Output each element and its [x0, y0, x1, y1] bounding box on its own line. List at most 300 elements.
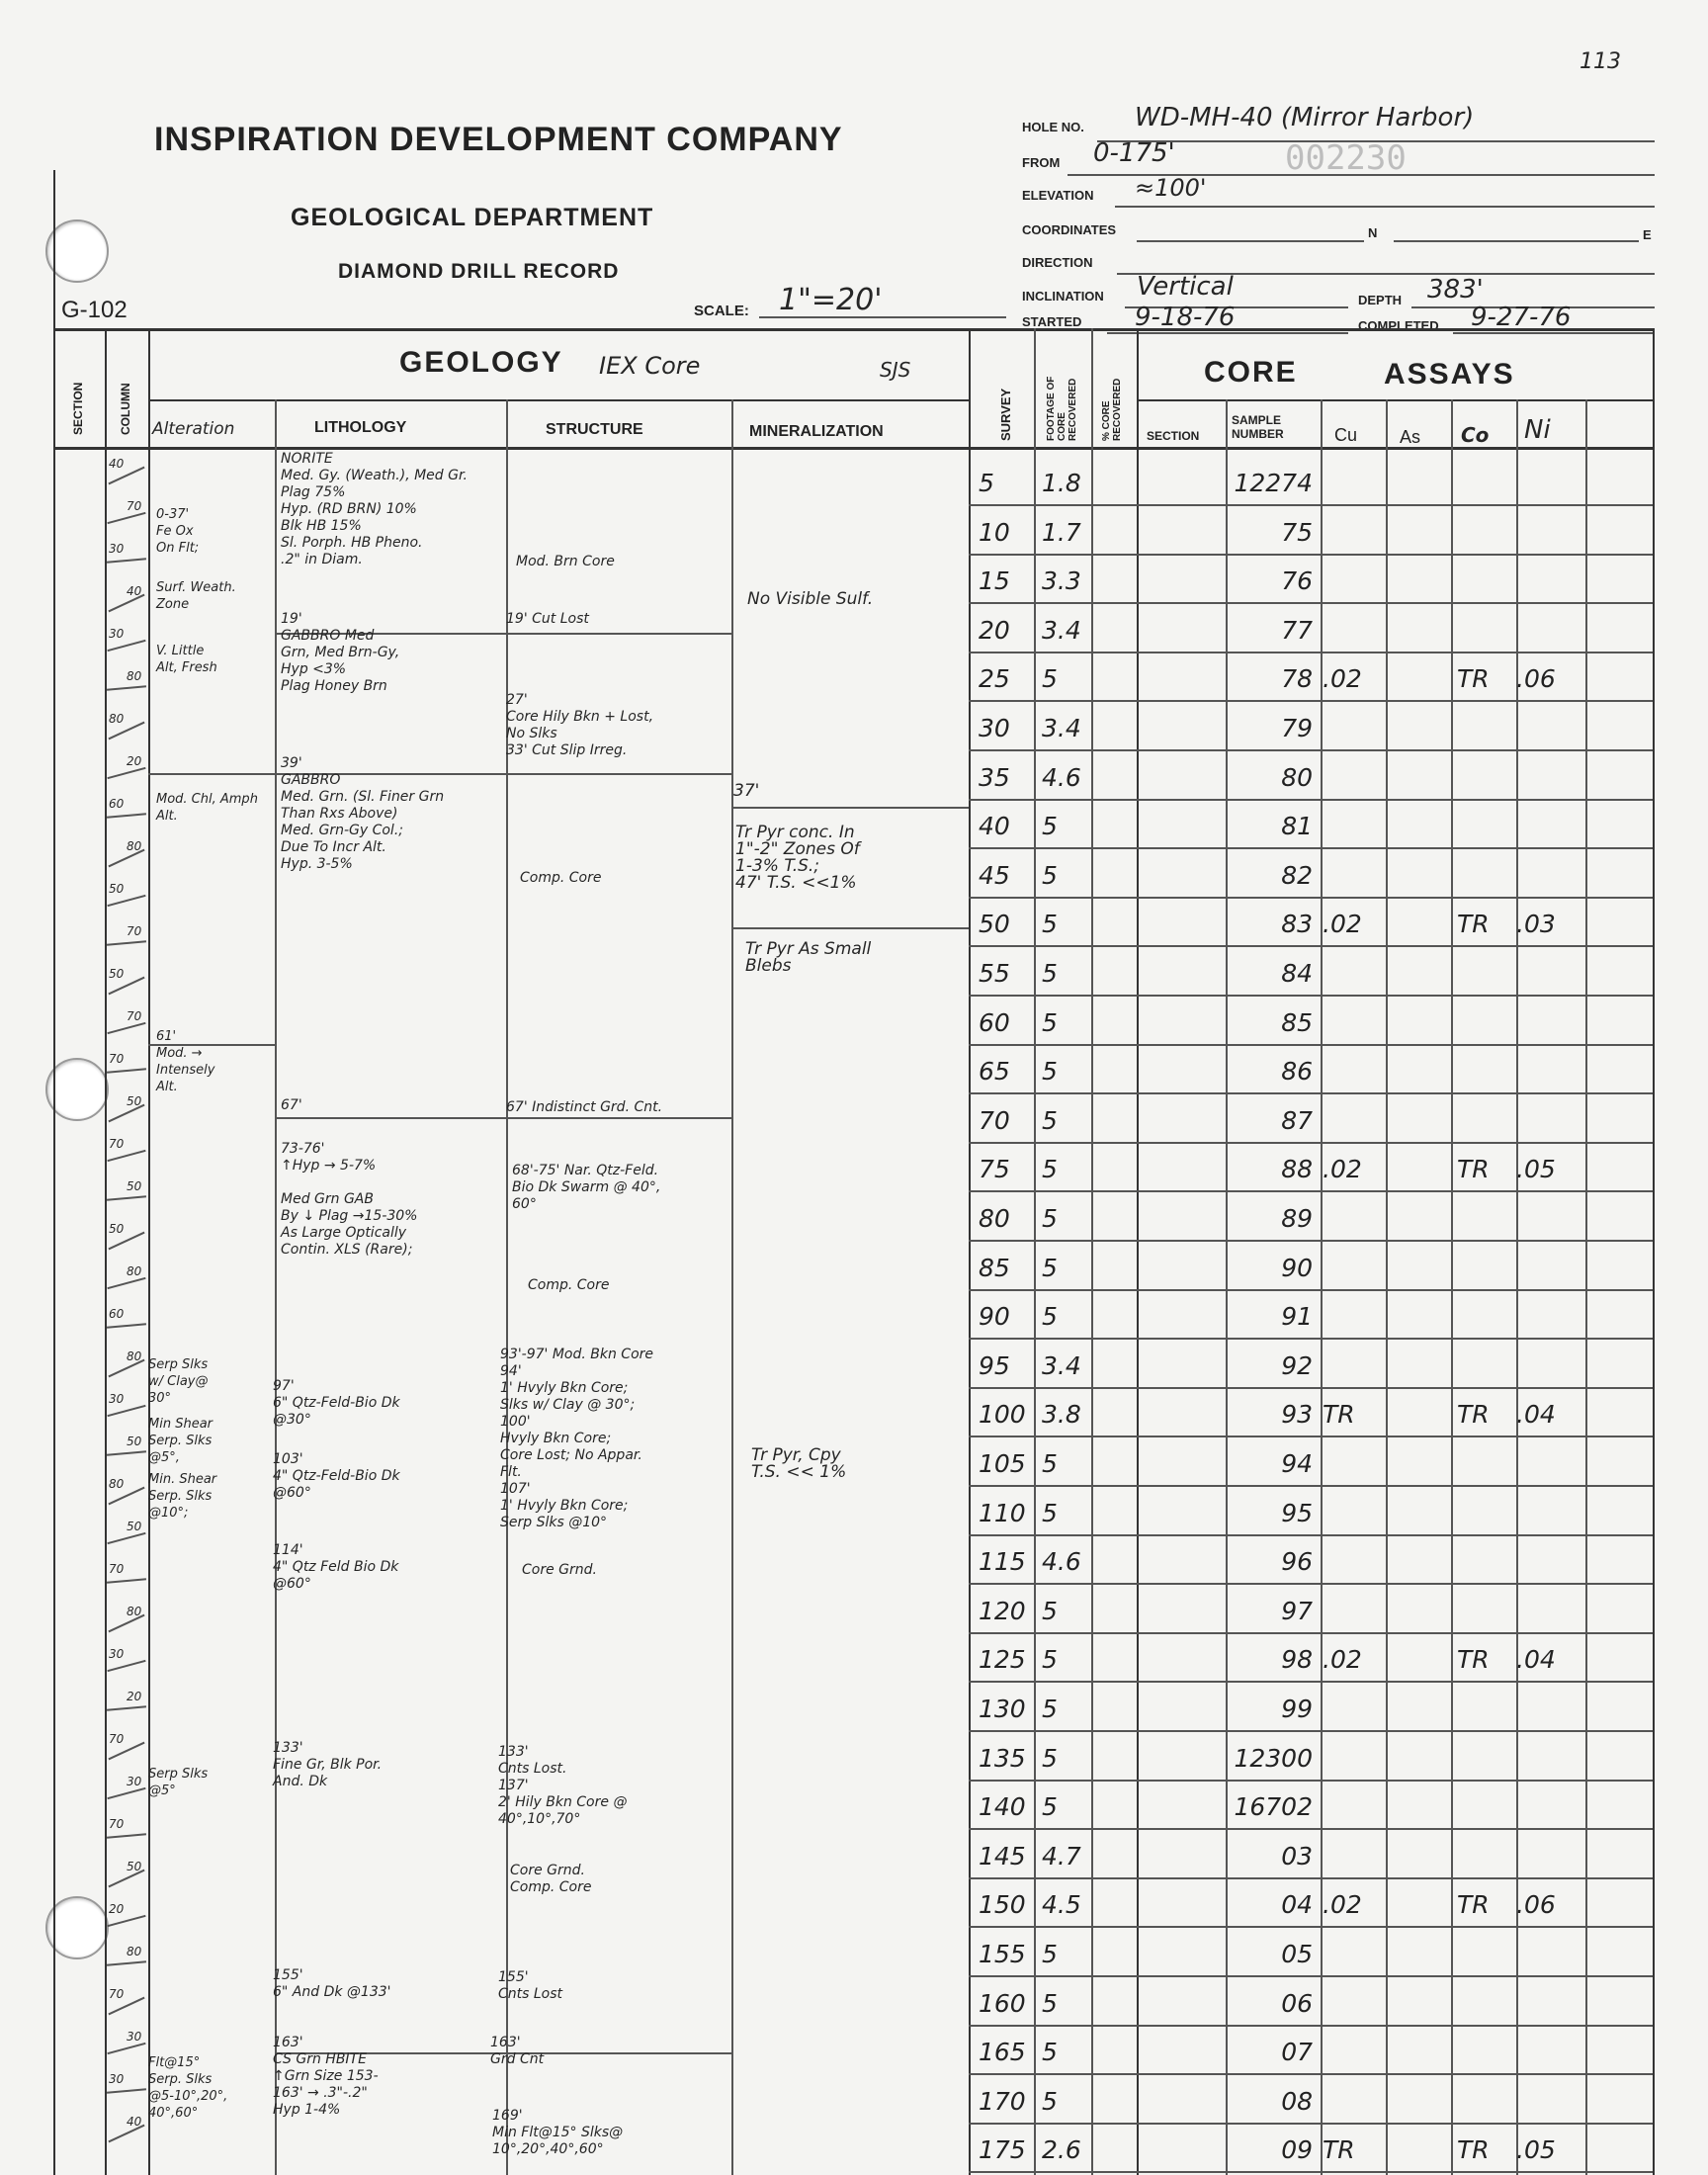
table-row-line: [969, 1092, 1653, 1094]
survey-value: 80: [979, 1204, 1010, 1233]
assays-title: ASSAYS: [1384, 358, 1515, 391]
column-col-border: [148, 328, 150, 2175]
footage-value: 3.4: [1042, 714, 1081, 742]
survey-value: 60: [979, 1008, 1010, 1037]
depth-value: 383': [1427, 275, 1484, 304]
footage-value: 3.8: [1042, 1400, 1081, 1429]
sample-number: 75: [1281, 518, 1313, 547]
completed-value: 9-27-76: [1471, 303, 1572, 332]
column-tick: [107, 512, 145, 524]
table-row-line: [969, 2073, 1653, 2075]
structure-note: 93'-97' Mod. Bkn Core 94' 1' Hvyly Bkn Core; Slks w/ Clay @ 30°; 100' Hvyly Bkn Core; Core Lost; No Appar. Flt. 107' 1' Hvyly Bkn Core; Serp Slks @10°: [500, 1347, 654, 1530]
table-row-line: [969, 1975, 1653, 1977]
as-col-border: [1451, 399, 1453, 2175]
survey-value: 70: [979, 1106, 1010, 1135]
table-row-line: [969, 1240, 1653, 1242]
column-tick: [107, 1277, 145, 1289]
table-left-border: [53, 328, 55, 2175]
column-dip-mark: 80: [127, 1605, 142, 1618]
elevation-value: ≈100': [1135, 174, 1207, 202]
column-tick: [107, 813, 146, 818]
table-row-line: [969, 700, 1653, 702]
column-dip-mark: 20: [127, 754, 142, 768]
column-dip-mark: 80: [109, 1477, 125, 1491]
table-row-line: [969, 1583, 1653, 1585]
lithology-note: NORITE Med. Gy. (Weath.), Med Gr. Plag 75% Hyp. (RD BRN) 10% Blk HB 15% Sl. Porph. HB Pheno. .2" in Diam.: [281, 451, 468, 567]
column-dip-mark: 70: [109, 1732, 125, 1746]
column-dip-mark: 80: [127, 669, 142, 683]
column-dip-mark: 60: [109, 797, 125, 811]
elevation-line: [1115, 206, 1655, 208]
column-tick: [107, 1068, 146, 1073]
alteration-col-border: [275, 399, 277, 2175]
table-row-line: [969, 847, 1653, 849]
co-value: TR: [1457, 910, 1490, 938]
table-row-line: [969, 1926, 1653, 1928]
survey-value: 50: [979, 910, 1010, 938]
footage-value: 3.4: [1042, 1351, 1081, 1380]
footage-header: FOOTAGE OF CORE RECOVERED: [1046, 376, 1078, 441]
column-dip-mark: 80: [127, 839, 142, 853]
cu-header: Cu: [1334, 425, 1358, 445]
table-top-border: [53, 328, 1655, 331]
column-dip-mark: 30: [109, 1392, 125, 1406]
column-dip-mark: 70: [109, 1137, 125, 1151]
structure-note: 163' Grd Cnt: [490, 2035, 545, 2067]
column-dip-mark: 70: [109, 1987, 125, 2001]
footage-value: 4.7: [1042, 1842, 1081, 1870]
lithology-note: 133' Fine Gr, Blk Por. And. Dk: [273, 1740, 383, 1789]
core-title: CORE: [1204, 356, 1298, 389]
mineralization-note: Tr Pyr conc. In 1"-2" Zones Of 1-3% T.S.; 47' T.S. <<1%: [735, 823, 860, 893]
department-name: GEOLOGICAL DEPARTMENT: [291, 204, 654, 231]
ni-value: .03: [1516, 910, 1556, 938]
column-tick: [107, 940, 146, 945]
ni-value: .06: [1516, 664, 1556, 693]
structure-note: Core Grnd. Comp. Core: [510, 1863, 592, 1895]
column-tick: [107, 1022, 145, 1034]
started-value: 9-18-76: [1135, 303, 1236, 332]
table-row-line: [969, 1730, 1653, 1732]
lithology-note: 39' GABBRO Med. Grn. (Sl. Finer Grn Than Rxs Above) Med. Grn-Gy Col.; Due To Incr Alt. Hyp. 3-5%: [281, 755, 445, 872]
from-value: 0-175': [1093, 138, 1175, 168]
column-tick: [107, 1660, 145, 1672]
table-row-line: [969, 1632, 1653, 1634]
lithology-header: LITHOLOGY: [314, 419, 407, 436]
sample-number: 79: [1281, 714, 1313, 742]
survey-header: SURVEY: [998, 388, 1013, 441]
survey-value: 65: [979, 1057, 1010, 1086]
column-tick: [107, 1833, 146, 1838]
coordinates-line-e: [1394, 240, 1639, 242]
column-tick: [107, 1915, 145, 1927]
geology-subtitle: IEX Core: [599, 352, 701, 380]
column-dip-mark: 30: [127, 1775, 142, 1788]
survey-value: 45: [979, 861, 1010, 890]
table-row-line: [969, 897, 1653, 899]
footage-value: 4.6: [1042, 1547, 1081, 1576]
co-value: TR: [1457, 1155, 1490, 1183]
lithology-col-border: [506, 399, 508, 2175]
alteration-note: Serp Slks @5°: [148, 1767, 209, 1798]
column-dip-mark: 20: [127, 1690, 142, 1703]
completed-line: [1453, 332, 1655, 334]
sample-number: 08: [1281, 2087, 1313, 2116]
sample-number: 78: [1281, 664, 1313, 693]
lithology-note: 114' 4" Qtz Feld Bio Dk @60°: [273, 1542, 399, 1592]
sample-number: 86: [1281, 1057, 1313, 1086]
co-header: Co: [1461, 423, 1490, 447]
table-row-line: [969, 995, 1653, 997]
survey-value: 25: [979, 664, 1010, 693]
inclination-value: Vertical: [1137, 272, 1234, 302]
survey-value: 115: [979, 1547, 1026, 1576]
footage-value: 5: [1042, 1940, 1058, 1968]
column-tick: [107, 1532, 145, 1544]
sample-number: 94: [1281, 1449, 1313, 1478]
alteration-note: V. Little Alt, Fresh: [156, 644, 217, 675]
elevation-label: ELEVATION: [1022, 188, 1094, 203]
structure-header: STRUCTURE: [546, 421, 643, 438]
sample-number: 04: [1281, 1890, 1313, 1919]
sample-number: 99: [1281, 1695, 1313, 1723]
survey-value: 90: [979, 1302, 1010, 1331]
column-dip-mark: 30: [109, 1647, 125, 1661]
alteration-note: Min. Shear Serp. Slks @10°;: [148, 1472, 217, 1521]
column-dip-mark: 40: [109, 457, 125, 471]
column-tick: [107, 1705, 146, 1710]
survey-value: 95: [979, 1351, 1010, 1380]
sample-number: 83: [1281, 910, 1313, 938]
core-assays-header-border: [1137, 399, 1655, 401]
company-name: INSPIRATION DEVELOPMENT COMPANY: [154, 121, 843, 158]
ni-header: Ni: [1524, 415, 1551, 445]
table-row-line: [969, 2123, 1653, 2125]
stamp-number: 002230: [1285, 138, 1407, 178]
survey-value: 5: [979, 469, 994, 497]
footage-value: 5: [1042, 959, 1058, 988]
sample-number: 16702: [1234, 1792, 1313, 1821]
column-tick: [107, 2088, 146, 2093]
hole-no-line: [1097, 140, 1655, 142]
column-dip-mark: 30: [109, 2072, 125, 2086]
hole-no-value: WD-MH-40 (Mirror Harbor): [1135, 103, 1475, 132]
structure-note: Comp. Core: [528, 1277, 610, 1293]
mineralization-header: MINERALIZATION: [749, 423, 884, 440]
structure-note: 27' Core Hily Bkn + Lost, No Slks 33' Cut Slip Irreg.: [506, 692, 654, 758]
structure-note: Mod. Brn Core: [516, 554, 615, 569]
survey-value: 30: [979, 714, 1010, 742]
sample-number: 92: [1281, 1351, 1313, 1380]
column-tick: [107, 558, 146, 563]
survey-value: 135: [979, 1744, 1026, 1773]
column-tick: [107, 1578, 146, 1583]
core-section-header: SECTION: [1147, 429, 1200, 443]
mineralization-note: Tr Pyr, Cpy T.S. << 1%: [751, 1445, 847, 1482]
structure-note: 19' Cut Lost: [506, 611, 589, 627]
column-dip-mark: 80: [127, 1264, 142, 1278]
structure-note: 67' Indistinct Grd. Cnt.: [506, 1099, 663, 1115]
hole-no-label: HOLE NO.: [1022, 120, 1084, 134]
mineralization-note: No Visible Sulf.: [747, 589, 874, 609]
column-dip-mark: 80: [127, 1945, 142, 1958]
footage-value: 5: [1042, 910, 1058, 938]
cu-value: .02: [1323, 1890, 1362, 1919]
inclination-label: INCLINATION: [1022, 289, 1104, 304]
survey-value: 100: [979, 1400, 1026, 1429]
footage-value: 5: [1042, 1449, 1058, 1478]
as-header: As: [1400, 427, 1421, 447]
sample-number: 07: [1281, 2038, 1313, 2066]
column-tick: [107, 1195, 146, 1200]
co-value: TR: [1457, 1890, 1490, 1919]
column-dip-mark: 70: [127, 499, 142, 513]
sample-number: 89: [1281, 1204, 1313, 1233]
column-tick: [107, 1150, 145, 1162]
sample-number: 87: [1281, 1106, 1313, 1135]
boundary-67ft: [275, 1117, 731, 1119]
survey-value: 170: [979, 2087, 1026, 2116]
table-row-line: [969, 652, 1653, 653]
footage-value: 5: [1042, 2038, 1058, 2066]
coord-e-label: E: [1643, 227, 1652, 242]
column-dip-mark: 50: [109, 967, 125, 981]
section-col-border: [105, 328, 107, 2175]
started-label: STARTED: [1022, 314, 1082, 329]
table-row-line: [969, 749, 1653, 751]
alteration-header: Alteration: [152, 419, 235, 439]
column-dip-mark: 70: [127, 924, 142, 938]
boundary-47ft-min: [731, 927, 969, 929]
scale-underline: [759, 316, 1006, 318]
lithology-note: 67': [281, 1097, 302, 1113]
survey-value: 15: [979, 566, 1010, 595]
sample-number: 77: [1281, 616, 1313, 645]
sample-number: 88: [1281, 1155, 1313, 1183]
pct-col-border: [1137, 328, 1139, 2175]
footage-value: 2.6: [1042, 2135, 1081, 2164]
survey-value: 110: [979, 1499, 1026, 1527]
survey-value: 175: [979, 2135, 1026, 2164]
alteration-note: Mod. Chl, Amph Alt.: [156, 792, 258, 824]
footage-value: 1.7: [1042, 518, 1081, 547]
column-dip-mark: 70: [109, 1052, 125, 1066]
column-dip-mark: 30: [127, 2030, 142, 2044]
sample-number: 82: [1281, 861, 1313, 890]
sample-number: 97: [1281, 1597, 1313, 1625]
footage-value: 4.5: [1042, 1890, 1081, 1919]
lithology-note: 155' 6" And Dk @133': [273, 1967, 391, 2000]
co-value: TR: [1457, 1400, 1490, 1429]
column-dip-mark: 40: [127, 584, 142, 598]
cu-value: TR: [1323, 2135, 1355, 2164]
scale-label: SCALE:: [694, 303, 749, 319]
survey-value: 120: [979, 1597, 1026, 1625]
sample-number: 90: [1281, 1254, 1313, 1282]
structure-col-border: [731, 399, 733, 2175]
survey-value: 40: [979, 812, 1010, 840]
table-row-line: [969, 554, 1653, 556]
sample-number: 91: [1281, 1302, 1313, 1331]
footage-value: 5: [1042, 1057, 1058, 1086]
sample-header: SAMPLE NUMBER: [1232, 413, 1284, 441]
structure-note: 169' Min Flt@15° Slks@ 10°,20°,40°,60°: [492, 2108, 624, 2157]
alteration-note: Surf. Weath. Zone: [156, 580, 236, 612]
cu-value: TR: [1323, 1400, 1355, 1429]
left-margin-line: [53, 170, 55, 328]
survey-value: 130: [979, 1695, 1026, 1723]
co-value: TR: [1457, 1645, 1490, 1674]
footage-value: 5: [1042, 1008, 1058, 1037]
column-dip-mark: 30: [109, 542, 125, 556]
sample-number: 76: [1281, 566, 1313, 595]
column-dip-mark: 50: [109, 882, 125, 896]
started-line: [1107, 332, 1348, 334]
co-value: TR: [1457, 664, 1490, 693]
survey-value: 105: [979, 1449, 1026, 1478]
table-row-line: [969, 1436, 1653, 1437]
direction-label: DIRECTION: [1022, 255, 1093, 270]
cu-value: .02: [1323, 664, 1362, 693]
sample-number: 95: [1281, 1499, 1313, 1527]
table-row-line: [969, 1828, 1653, 1830]
table-subheader-border: [148, 399, 969, 401]
geology-title: GEOLOGY: [399, 346, 563, 379]
survey-value: 150: [979, 1890, 1026, 1919]
column-dip-mark: 50: [127, 1860, 142, 1873]
footage-value: 5: [1042, 861, 1058, 890]
footage-value: 4.6: [1042, 763, 1081, 792]
column-dip-mark: 40: [127, 2115, 142, 2129]
column-dip-mark: 70: [127, 1009, 142, 1023]
from-label: FROM: [1022, 155, 1061, 170]
table-row-line: [969, 2025, 1653, 2027]
table-row-line: [969, 1142, 1653, 1144]
footage-value: 5: [1042, 1499, 1058, 1527]
lithology-note: 103' 4" Qtz-Feld-Bio Dk @60°: [273, 1451, 400, 1501]
geologist-initials: SJS: [880, 358, 911, 382]
page-number: 113: [1580, 49, 1621, 74]
sample-number: 80: [1281, 763, 1313, 792]
table-row-line: [969, 1780, 1653, 1782]
footage-value: 5: [1042, 1155, 1058, 1183]
column-tick: [107, 640, 145, 652]
footage-value: 5: [1042, 1989, 1058, 2018]
ni-value: .04: [1516, 1400, 1556, 1429]
cu-value: .02: [1323, 910, 1362, 938]
lithology-note: 73-76' ↑Hyp → 5-7% Med Grn GAB By ↓ Plag →15-30% As Large Optically Contin. XLS (Rare);: [281, 1141, 418, 1258]
sample-number: 84: [1281, 959, 1313, 988]
column-dip-mark: 30: [109, 627, 125, 641]
column-dip-mark: 70: [109, 1817, 125, 1831]
sample-number: 03: [1281, 1842, 1313, 1870]
column-dip-mark: 80: [109, 712, 125, 726]
table-row-line: [969, 1877, 1653, 1879]
ni-value: .05: [1516, 1155, 1556, 1183]
footage-value: 5: [1042, 1254, 1058, 1282]
column-dip-mark: 50: [127, 1520, 142, 1533]
survey-col-border: [1034, 328, 1036, 2175]
column-tick: [107, 1960, 146, 1965]
lithology-note: 97' 6" Qtz-Feld-Bio Dk @30°: [273, 1378, 400, 1428]
sample-number: 93: [1281, 1400, 1313, 1429]
table-row-line: [969, 945, 1653, 947]
survey-value: 20: [979, 616, 1010, 645]
survey-value: 10: [979, 518, 1010, 547]
column-dip-mark: 50: [109, 1222, 125, 1236]
ni-value: .05: [1516, 2135, 1556, 2164]
sample-number: 98: [1281, 1645, 1313, 1674]
column-tick: [107, 2043, 145, 2054]
table-right-border: [1653, 328, 1655, 2175]
column-tick: [107, 767, 145, 779]
column-tick: [107, 895, 145, 907]
table-row-line: [969, 1387, 1653, 1389]
alteration-note: Min Shear Serp. Slks @5°,: [148, 1417, 213, 1465]
sample-number: 96: [1281, 1547, 1313, 1576]
column-dip-mark: 50: [127, 1094, 142, 1108]
table-row-line: [969, 799, 1653, 801]
structure-note: Core Grnd.: [522, 1562, 597, 1578]
column-tick: [107, 1323, 146, 1328]
footage-value: 5: [1042, 1204, 1058, 1233]
depth-label: DEPTH: [1358, 293, 1403, 307]
cu-value: .02: [1323, 1155, 1362, 1183]
table-row-line: [969, 2171, 1653, 2173]
footage-value: 5: [1042, 2087, 1058, 2116]
column-dip-mark: 70: [109, 1562, 125, 1576]
survey-value: 155: [979, 1940, 1026, 1968]
mineral-col-border: [969, 328, 971, 2175]
table-row-line: [969, 1338, 1653, 1340]
footage-value: 5: [1042, 812, 1058, 840]
structure-note: 68'-75' Nar. Qtz-Feld. Bio Dk Swarm @ 40°, 60°: [512, 1163, 661, 1212]
column-tick: [107, 685, 146, 690]
ni-col-border: [1585, 399, 1587, 2175]
mineralization-note: 37': [733, 781, 760, 801]
scale-value: 1"=20': [779, 283, 883, 317]
co-value: TR: [1457, 2135, 1490, 2164]
footage-value: 5: [1042, 1106, 1058, 1135]
table-row-line: [969, 1044, 1653, 1046]
survey-value: 160: [979, 1989, 1026, 2018]
lithology-note: 19' GABBRO Med Grn, Med Brn-Gy, Hyp <3% Plag Honey Brn: [281, 611, 400, 694]
footage-value: 3.4: [1042, 616, 1081, 645]
sample-number: 06: [1281, 1989, 1313, 2018]
ni-value: .06: [1516, 1890, 1556, 1919]
sample-number: 81: [1281, 812, 1313, 840]
column-dip-mark: 50: [127, 1435, 142, 1448]
column-tick: [107, 1405, 145, 1417]
table-row-line: [969, 1190, 1653, 1192]
column-tick: [107, 1787, 145, 1799]
pct-header: % CORE RECOVERED: [1101, 378, 1123, 441]
footage-col-border: [1091, 328, 1093, 2175]
alteration-note: Serp Slks w/ Clay@ 30°: [148, 1357, 209, 1406]
survey-value: 125: [979, 1645, 1026, 1674]
survey-value: 75: [979, 1155, 1010, 1183]
table-row-line: [969, 1534, 1653, 1536]
boundary-37ft-min: [731, 807, 969, 809]
table-row-line: [969, 504, 1653, 506]
footage-value: 3.3: [1042, 566, 1081, 595]
sample-number: 85: [1281, 1008, 1313, 1037]
table-row-line: [969, 1681, 1653, 1683]
footage-value: 5: [1042, 1645, 1058, 1674]
footage-value: 5: [1042, 1597, 1058, 1625]
column-dip-mark: 80: [127, 1349, 142, 1363]
footage-value: 5: [1042, 1792, 1058, 1821]
